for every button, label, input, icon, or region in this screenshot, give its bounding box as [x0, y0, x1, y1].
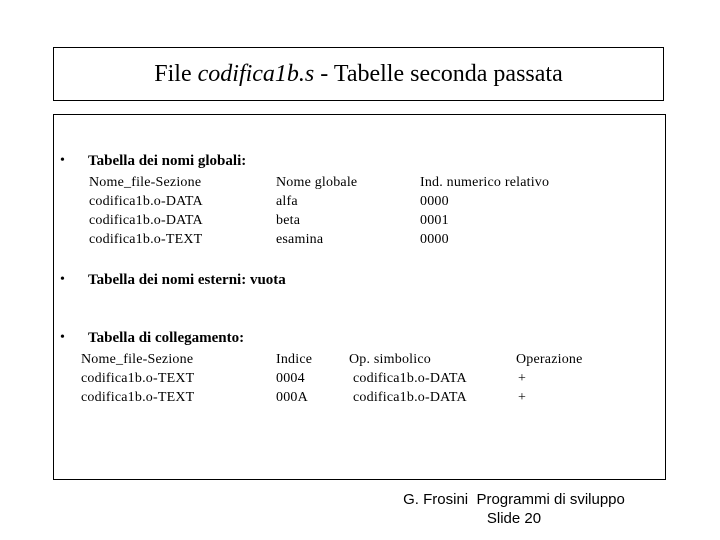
heading-collegamento: Tabella di collegamento:: [88, 330, 245, 346]
title-prefix: File: [154, 60, 198, 87]
heading-globali: Tabella dei nomi globali:: [88, 153, 247, 169]
collegamento-header-col2: Indice: [276, 352, 313, 367]
globali-row2-col1: codifica1b.o-DATA: [89, 213, 203, 228]
globali-row3-col2: esamina: [276, 232, 324, 247]
collegamento-header-col3: Op. simbolico: [349, 352, 431, 367]
globali-header-col3: Ind. numerico relativo: [420, 175, 550, 190]
globali-row3-col1: codifica1b.o-TEXT: [89, 232, 203, 247]
footer-author-course: G. Frosini Programmi di sviluppo: [403, 491, 625, 508]
globali-row2-col2: beta: [276, 213, 301, 228]
globali-row1-col1: codifica1b.o-DATA: [89, 194, 203, 209]
bullet-globali: •: [60, 153, 65, 168]
bullet-collegamento: •: [60, 330, 65, 345]
collegamento-row2-col4: +: [518, 390, 527, 405]
globali-header-col1: Nome_file-Sezione: [89, 175, 202, 190]
collegamento-header-col1: Nome_file-Sezione: [81, 352, 194, 367]
collegamento-header-col4: Operazione: [516, 352, 583, 367]
globali-header-col2: Nome globale: [276, 175, 358, 190]
title-suffix: - Tabelle seconda passata: [314, 60, 563, 87]
globali-row1-col3: 0000: [420, 194, 449, 209]
heading-esterni: Tabella dei nomi esterni: vuota: [88, 272, 286, 288]
collegamento-row1-col4: +: [518, 371, 527, 386]
footer-slide-number: Slide 20: [486, 510, 542, 527]
collegamento-row2-col3: codifica1b.o-DATA: [353, 390, 467, 405]
collegamento-row1-col3: codifica1b.o-DATA: [353, 371, 467, 386]
slide-body: [53, 114, 666, 480]
globali-row1-col2: alfa: [276, 194, 298, 209]
collegamento-row2-col1: codifica1b.o-TEXT: [81, 390, 195, 405]
globali-row3-col3: 0000: [420, 232, 449, 247]
collegamento-row1-col1: codifica1b.o-TEXT: [81, 371, 195, 386]
bullet-esterni: •: [60, 272, 65, 287]
collegamento-row1-col2: 0004: [276, 371, 305, 386]
collegamento-row2-col2: 000A: [276, 390, 308, 405]
title-filename: codifica1b.s: [197, 60, 315, 87]
slide-title: [53, 47, 664, 101]
globali-row2-col3: 0001: [420, 213, 449, 228]
slide-footer: [384, 490, 644, 528]
